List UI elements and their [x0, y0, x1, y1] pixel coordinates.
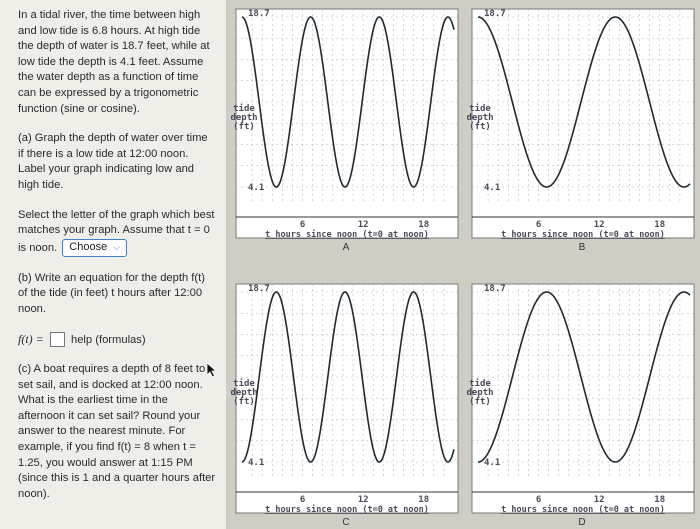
ylabel-line: depth [230, 388, 258, 398]
part-a-text: (a) Graph the depth of water over time if there is a low tide at 12:00 noon. Label your graph indicating low and high tide. [18, 132, 208, 191]
select-value: Choose [69, 240, 108, 253]
xtick-label: 6 [299, 495, 306, 505]
question-panel [0, 0, 226, 529]
problem-intro: In a tidal river, the time between high and low tide is 6.8 hours. At high tide the depth of water is 18.7 feet, while at low tide the depth is 4.1 feet. Assume the water depth as a function of time can be expressed by a trigonometric function (sine or cosine). [18, 9, 210, 115]
ylabel-line: (ft) [233, 122, 255, 132]
graph-letter: B [578, 242, 586, 253]
equation-input[interactable] [50, 332, 65, 347]
ylabel-line: depth [466, 388, 494, 398]
xtick-label: 6 [535, 220, 542, 230]
ylabel-line: tide [233, 104, 255, 114]
graph-c [230, 278, 462, 528]
answer-prefix: f(t) = [18, 331, 44, 346]
xtick-label: 6 [535, 495, 542, 505]
xlabel: t hours since noon (t=0 at noon) [501, 505, 665, 515]
ymax-label: 18.7 [248, 9, 270, 19]
ymax-label: 18.7 [484, 9, 506, 19]
ylabel-line: (ft) [233, 397, 255, 407]
ymin-label: 4.1 [484, 458, 501, 468]
graph-d [466, 278, 698, 528]
xtick-label: 12 [593, 220, 605, 230]
xtick-label: 18 [418, 495, 430, 505]
part-b-text: (b) Write an equation for the depth f(t) of the tide (in feet) t hours after 12:00 noon. [18, 271, 205, 315]
graph-letter-select[interactable] [62, 239, 127, 257]
xtick-label: 18 [654, 495, 666, 505]
ylabel-line: (ft) [469, 397, 491, 407]
xtick-label: 12 [357, 220, 369, 230]
graph-letter: A [342, 242, 350, 253]
ymin-label: 4.1 [248, 183, 265, 193]
graph-letter: D [578, 517, 586, 528]
xtick-label: 12 [357, 495, 369, 505]
ylabel-line: (ft) [469, 122, 491, 132]
chevron-down-icon: ⌵ [113, 241, 121, 252]
ymax-label: 18.7 [248, 284, 270, 294]
ymin-label: 4.1 [248, 458, 265, 468]
select-prompt: Select the letter of the graph which best matches your graph. Assume that t = 0 is noon. [18, 208, 215, 254]
xlabel: t hours since noon (t=0 at noon) [501, 230, 665, 240]
part-c-text: (c) A boat requires a depth of 8 feet to set sail, and is docked at 12:00 noon. What is the earliest time in the afternoon it can set sail? Round your answer to the nearest minute. For example, if you find f(t) = 8 when t = 1.25, you would answer at 1:15 PM (since this is 1 and a quarter hours after noon). [18, 363, 216, 500]
ylabel-line: depth [230, 113, 258, 123]
xlabel: t hours since noon (t=0 at noon) [265, 505, 429, 515]
part-a-select-row [18, 208, 216, 257]
ylabel-line: depth [466, 113, 494, 123]
ymax-label: 18.7 [484, 284, 506, 294]
graph-letter: C [342, 517, 350, 528]
xtick-label: 12 [593, 495, 605, 505]
ylabel-line: tide [469, 379, 491, 389]
ylabel-line: tide [233, 379, 255, 389]
xtick-label: 18 [654, 220, 666, 230]
help-formulas-link[interactable]: help (formulas) [70, 333, 146, 346]
xlabel: t hours since noon (t=0 at noon) [265, 230, 429, 240]
graph-b [466, 3, 698, 253]
part-b-answer-row [18, 332, 216, 349]
xtick-label: 18 [418, 220, 430, 230]
ymin-label: 4.1 [484, 183, 501, 193]
mouse-cursor-icon [206, 362, 218, 378]
ylabel-line: tide [469, 104, 491, 114]
xtick-label: 6 [299, 220, 306, 230]
graph-a [230, 3, 462, 253]
